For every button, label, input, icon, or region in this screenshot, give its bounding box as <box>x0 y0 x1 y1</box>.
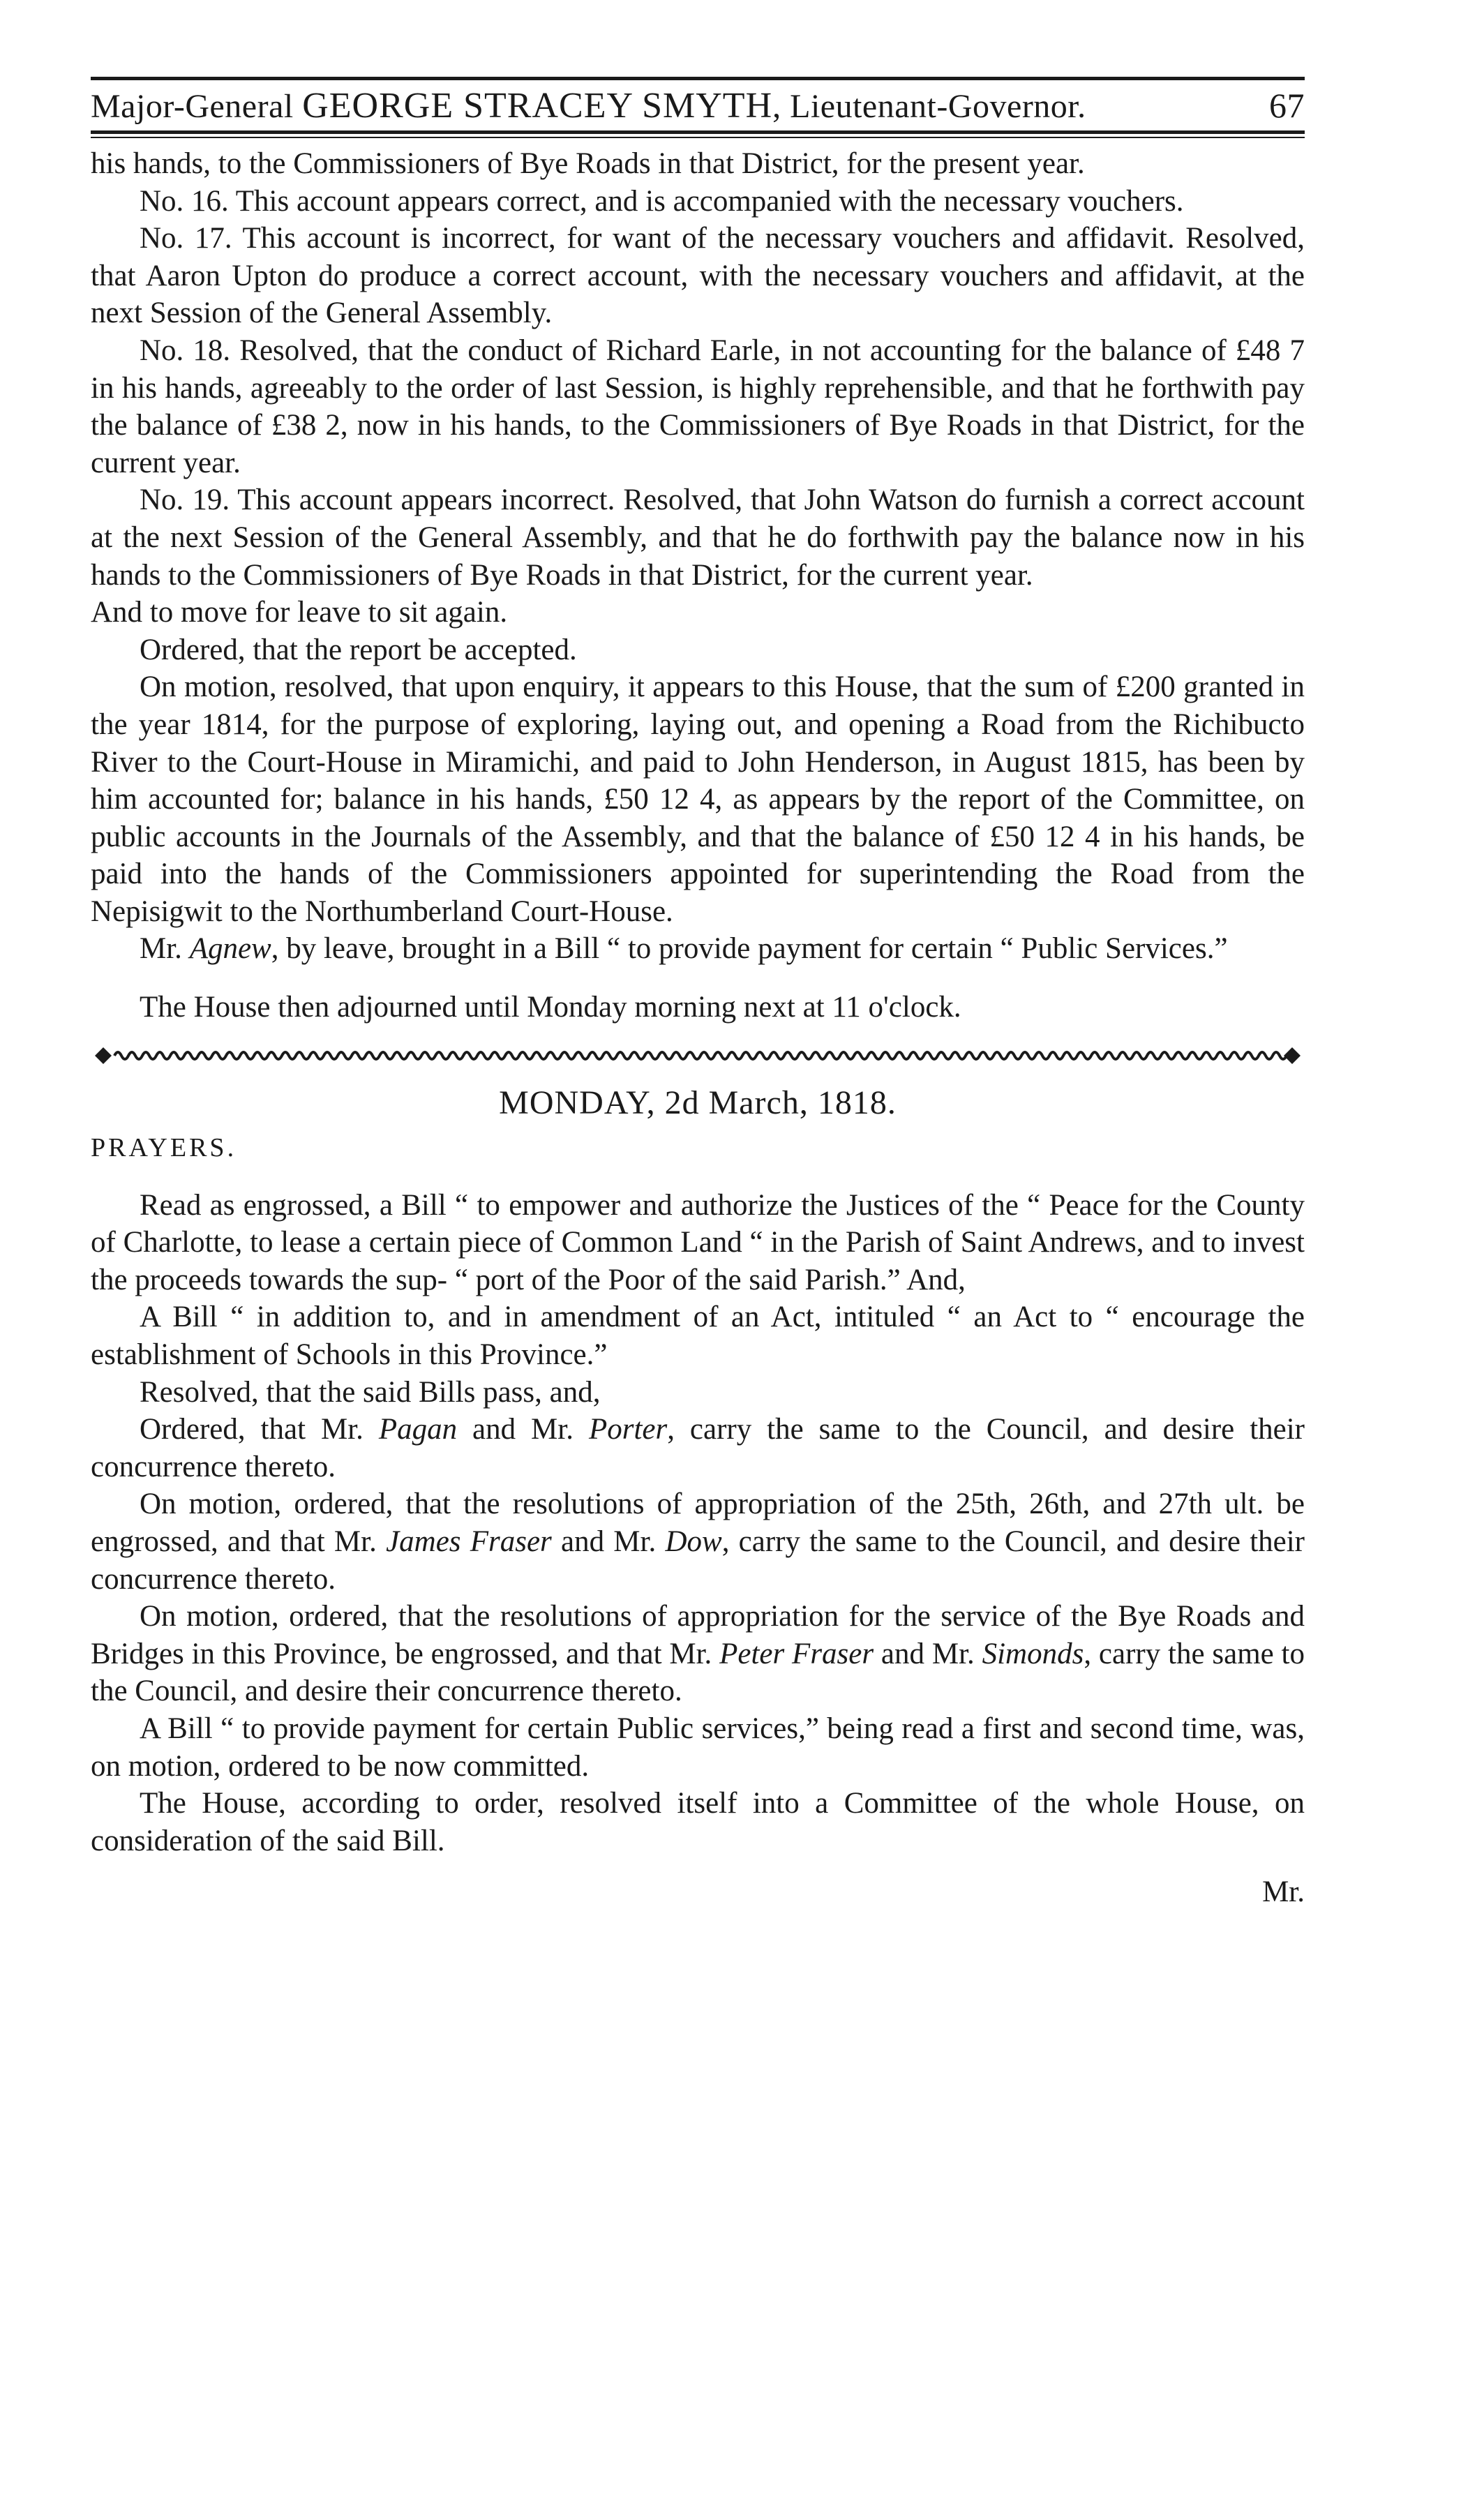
paragraph: No. 16. This account appears correct, and is accompanied with the necessary vouchers. <box>140 184 1184 218</box>
paragraph: And to move for leave to sit again. <box>91 596 508 629</box>
paragraph <box>91 1411 1305 1485</box>
text-run: and Mr. <box>457 1413 589 1446</box>
header-double-rule <box>91 130 1305 138</box>
header-name: GEORGE STRACEY SMYTH <box>302 86 773 126</box>
date-heading: MONDAY, 2d March, 1818. <box>499 1084 897 1121</box>
paragraph: A Bill “ to provide payment for certain Public services,” being read a first and second time, was, on motion, ordered to be now committed. <box>91 1712 1305 1783</box>
running-title <box>91 85 1086 128</box>
paragraph: Ordered, that the report be accepted. <box>140 633 577 666</box>
running-header <box>91 84 1305 128</box>
section-report <box>91 145 1305 1026</box>
paragraph: The House, according to order, resolved itself into a Committee of the whole House, on consideration of the said Bill. <box>91 1787 1305 1857</box>
text-run: , carry the same to the Council, and desire their concurrence thereto. <box>91 1637 1305 1708</box>
text-run: and Mr. <box>874 1637 982 1670</box>
member-name: Agnew <box>189 932 271 966</box>
paragraph <box>91 1485 1305 1598</box>
paragraph: No. 18. Resolved, that the conduct of Richard Earle, in not accounting for the balance of £48 7 in his hands, agreeably to the order of last Session, is highly reprehensible, and that he forthwith pay the balance of £38 2, now in his hands, to the Commissioners of Bye Roads in that District, for the current year. <box>91 334 1305 479</box>
paragraph <box>91 1598 1305 1710</box>
ornamental-divider <box>91 1045 1305 1067</box>
text-run: , carry the same to the Council, and desire their concurrence thereto. <box>91 1413 1305 1483</box>
member-name: Peter Fraser <box>719 1637 874 1670</box>
catchword: Mr. <box>1262 1876 1305 1909</box>
text-run: On motion, ordered, that the resolutions of appropriation of the 25th, 26th, and 27th ult. be engrossed, and that Mr. <box>91 1488 1305 1558</box>
paragraph: No. 17. This account is incorrect, for want of the necessary vouchers and affidavit. Resolved, that Aaron Upton do produce a correct account, with the necessary vouchers and affidavit, at the next Session of the General Assembly. <box>91 222 1305 330</box>
text-run: , by leave, brought in a Bill “ to provide payment for certain “ Public Services.” <box>271 932 1228 966</box>
member-name: Porter <box>588 1413 668 1446</box>
header-suffix: , Lieutenant-Governor. <box>772 88 1086 125</box>
paragraph: Resolved, that the said Bills pass, and, <box>140 1375 601 1409</box>
text-run: On motion, ordered, that the resolutions of appropriation for the service of the Bye Roads and Bridges in this Province, be engrossed, and that Mr. <box>91 1600 1305 1670</box>
paragraph: Read as engrossed, a Bill “ to empower and authorize the Justices of the “ Peace for the County of Charlotte, to lease a certain piece of Common Land “ in the Parish of Saint Andrews, and to invest the proceeds towards the sup- “ port of the Poor of the said Parish.” And, <box>91 1188 1305 1296</box>
text-run: Mr. <box>140 932 190 966</box>
page-number: 67 <box>1269 86 1305 125</box>
member-name: Pagan <box>378 1413 458 1446</box>
paragraph: his hands, to the Commissioners of Bye Roads in that District, for the present year. <box>91 147 1085 180</box>
text-run: and Mr. <box>551 1525 666 1558</box>
text-run: Ordered, that Mr. <box>140 1413 379 1446</box>
header-prefix: Major-General <box>91 88 303 125</box>
paragraph <box>91 930 1305 968</box>
member-name: Simonds <box>982 1637 1084 1670</box>
prayers-label: PRAYERS. <box>91 1132 237 1162</box>
paragraph: A Bill “ in addition to, and in amendment of an Act, intituled “ an Act to “ encourage the establishment of Schools in this Province.” <box>91 1301 1305 1372</box>
section-monday <box>91 1187 1305 1860</box>
member-name: Dow <box>665 1525 722 1558</box>
header-top-rule <box>91 77 1305 80</box>
journal-page <box>91 77 1305 1911</box>
paragraph: On motion, resolved, that upon enquiry, it appears to this House, that the sum of £200 granted in the year 1814, for the purpose of exploring, laying out, and opening a Road from the Richibucto River to the Court-House in Miramichi, and paid to John Henderson, in August 1815, has been by him accounted for; balance in his hands, £50 12 4, as appears by the report of the Committee, on public accounts in the Journals of the Assembly, and that the balance of £50 12 4 in his hands, be paid into the hands of the Commissioners appointed for superintending the Road from the Nepisigwit to the Northumberland Court-House. <box>91 671 1305 928</box>
adjournment-line: The House then adjourned until Monday morning next at 11 o'clock. <box>140 991 961 1024</box>
wave-rule-icon <box>91 1045 1305 1067</box>
paragraph: No. 19. This account appears incorrect. Resolved, that John Watson do furnish a correct account at the next Session of the General Assembly, and that he do forthwith pay the balance now in his hands to the Commissioners of Bye Roads in that District, for the current year. <box>91 484 1305 592</box>
text-run: , carry the same to the Council, and desire their concurrence thereto. <box>91 1525 1305 1596</box>
member-name: James Fraser <box>386 1525 552 1558</box>
